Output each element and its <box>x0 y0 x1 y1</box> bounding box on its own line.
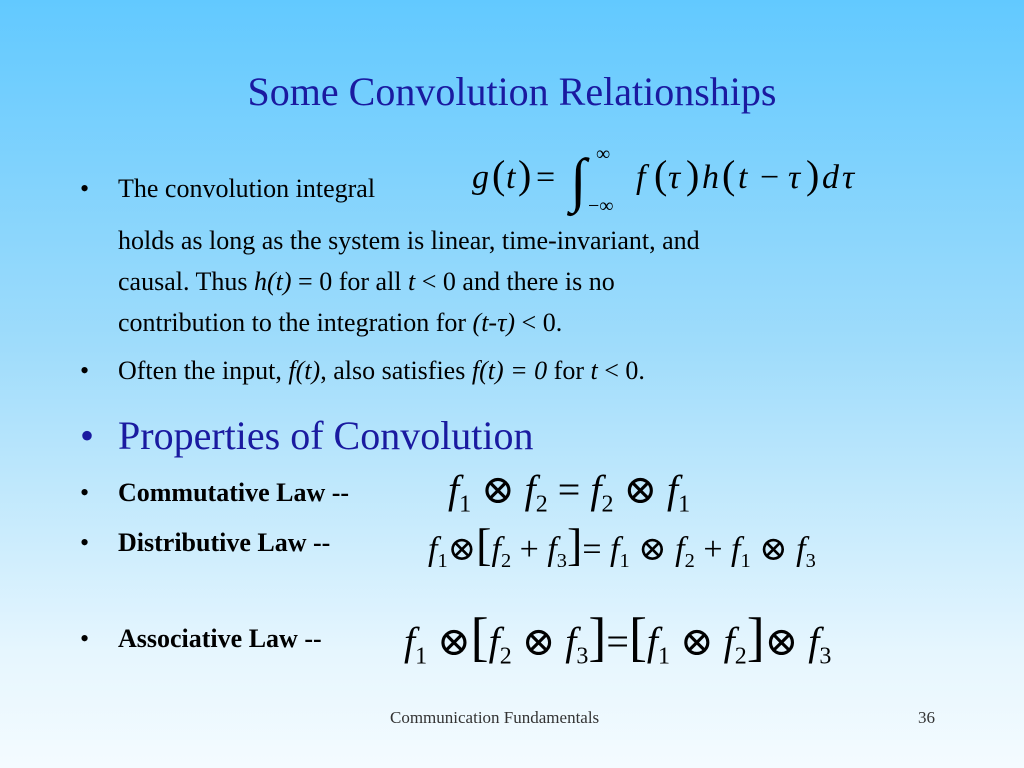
distributive-equation: $f_1\otimes[f_2 + f_3]= f_1$ ⊗ $f_2 + f_1$ ⊗ $f_3$ <box>428 519 816 573</box>
svg-text:−: − <box>760 159 780 196</box>
bullet1-line4: contribution to the integration for (t-τ) < 0. <box>118 308 563 337</box>
svg-text:(: ( <box>492 152 506 197</box>
svg-text:): ) <box>518 152 532 197</box>
bullet-marker: • <box>80 413 95 458</box>
svg-text:τ: τ <box>788 159 801 196</box>
svg-text:∫: ∫ <box>570 147 587 213</box>
page-number: 36 <box>918 708 935 727</box>
svg-text:τ: τ <box>842 159 855 196</box>
commutative-label: Commutative Law -- <box>118 478 350 507</box>
svg-text:=: = <box>536 159 556 196</box>
associative-equation: $f_1$ $\otimes[f_2$ ⊗ $f_3]=[f_1$ ⊗ $f_2]\otimes$ $f_3$ <box>404 607 832 670</box>
bullet2-text: Often the input, f(t), also satisfies f(t) = 0 for t < 0. <box>118 356 645 385</box>
svg-text:t: t <box>738 159 748 196</box>
slide-title: Some Convolution Relationships <box>247 69 777 114</box>
footer-title: Communication Fundamentals <box>390 708 600 727</box>
svg-text:(: ( <box>654 152 668 197</box>
svg-text:): ) <box>806 152 820 197</box>
svg-text:−∞: −∞ <box>588 195 614 217</box>
bullet1-line2: holds as long as the system is linear, time-invariant, and <box>118 226 700 255</box>
distributive-label: Distributive Law -- <box>118 528 331 557</box>
svg-text:(: ( <box>722 152 736 197</box>
svg-text:g: g <box>472 159 489 196</box>
associative-label: Associative Law -- <box>118 624 322 653</box>
commutative-equation: $f_1$ ⊗ $f_2 = f_2$ ⊗ $f_1$ <box>448 467 691 518</box>
bullet-lead-text: The convolution integral <box>118 174 376 203</box>
bullet-marker: • <box>80 528 90 557</box>
bullet-marker: • <box>80 478 90 507</box>
svg-text:h: h <box>702 159 719 196</box>
svg-text:f: f <box>636 159 646 196</box>
bullet-marker: • <box>80 624 90 653</box>
svg-text:t: t <box>506 159 516 196</box>
svg-text:d: d <box>822 159 839 196</box>
svg-text:∞: ∞ <box>596 143 611 165</box>
svg-text:τ: τ <box>668 159 681 196</box>
convolution-integral-equation <box>466 140 886 220</box>
bullet1-line3: causal. Thus h(t) = 0 for all t < 0 and there is no <box>118 267 615 296</box>
svg-text:): ) <box>686 152 700 197</box>
bullet-marker: • <box>80 356 90 385</box>
bullet-marker: • <box>80 174 90 203</box>
